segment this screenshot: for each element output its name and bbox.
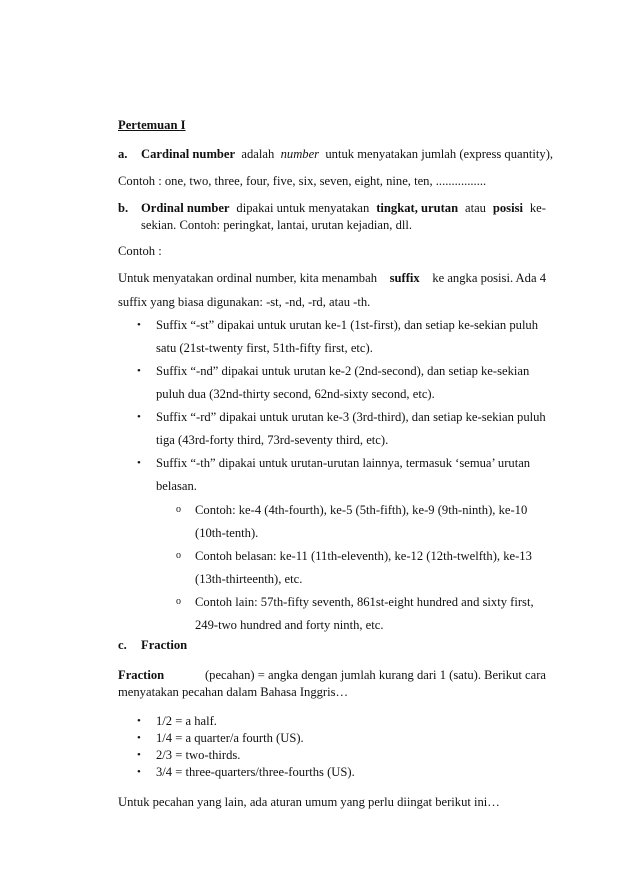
fraction-para-line1 — [118, 667, 546, 683]
fraction-item: 1/4 = a quarter/a fourth (US). — [156, 731, 304, 745]
circle-bullet-icon: o — [176, 504, 181, 515]
bullet-icon: • — [137, 766, 141, 778]
section-a-t1: adalah — [241, 147, 275, 161]
section-b-t3: ke- — [529, 201, 546, 215]
section-a-example: Contoh : one, two, three, four, five, six, seven, eight, nine, ten, ................ — [118, 174, 487, 188]
fraction-item: 1/2 = a half. — [156, 714, 217, 728]
cardinal-number-term: Cardinal number — [141, 147, 236, 161]
section-b-line2: sekian. Contoh: peringkat, lantai, urutan kejadian, dll. — [141, 218, 413, 232]
section-b-line1 — [141, 200, 546, 216]
suffix-item-line2: puluh dua (32nd-thirty second, 62nd-sixty second, etc). — [156, 387, 435, 401]
section-b-t2: atau — [465, 201, 486, 215]
fraction-para-line2: menyatakan pecahan dalam Bahasa Inggris… — [118, 685, 349, 699]
section-b-t1: dipakai untuk menyatakan — [236, 201, 370, 215]
bullet-icon: • — [137, 319, 141, 331]
circle-bullet-icon: o — [176, 550, 181, 561]
suffix-item-line1: Suffix “-st” dipakai untuk urutan ke-1 (1st-first), dan setiap ke-sekian puluh — [156, 318, 539, 332]
bullet-icon: • — [137, 749, 141, 761]
section-a-t3: untuk menyatakan jumlah (express quantity), — [325, 147, 554, 161]
bullet-icon: • — [137, 715, 141, 727]
closing-sentence: Untuk pecahan yang lain, ada aturan umum yang perlu diingat berikut ini… — [118, 795, 500, 809]
section-a-t2: number — [280, 147, 320, 161]
sub-item-line1: Contoh lain: 57th-fifty seventh, 861st-eight hundred and sixty first, — [195, 595, 534, 609]
fraction-term: Fraction — [118, 668, 165, 682]
fraction-item: 3/4 = three-quarters/three-fourths (US). — [156, 765, 355, 779]
suffix-item-line1: Suffix “-nd” dipakai untuk urutan ke-2 (2nd-second), dan setiap ke-sekian — [156, 364, 530, 378]
circle-bullet-icon: o — [176, 596, 181, 607]
sub-item-line1: Contoh: ke-4 (4th-fourth), ke-5 (5th-fifth), ke-9 (9th-ninth), ke-10 — [195, 503, 528, 517]
fraction-item: 2/3 = two-thirds. — [156, 748, 241, 762]
bullet-icon: • — [137, 457, 141, 469]
suffix-item-line1: Suffix “-th” dipakai untuk urutan-urutan lainnya, termasuk ‘semua’ urutan — [156, 456, 531, 470]
intro-l1b: ke angka posisi. Ada 4 — [432, 271, 546, 285]
suffix-term: suffix — [389, 271, 420, 285]
bullet-icon: • — [137, 365, 141, 377]
section-b-k2: posisi — [492, 201, 523, 215]
ordinal-number-term: Ordinal number — [141, 201, 230, 215]
intro-line1 — [118, 270, 546, 286]
section-c-label: c. — [118, 638, 127, 652]
sub-item-line1: Contoh belasan: ke-11 (11th-eleventh), ke-12 (12th-twelfth), ke-13 — [195, 549, 532, 563]
page-heading: Pertemuan I — [118, 118, 186, 132]
sub-item-line2: (13th-thirteenth), etc. — [195, 572, 303, 586]
suffix-item-line2: satu (21st-twenty first, 51th-fifty first, etc). — [156, 341, 373, 355]
intro-l1a: Untuk menyatakan ordinal number, kita menambah — [118, 271, 377, 285]
section-b-label: b. — [118, 201, 129, 215]
contoh-label: Contoh : — [118, 244, 162, 258]
suffix-item-line2: belasan. — [156, 479, 197, 493]
sub-item-line2: (10th-tenth). — [195, 526, 259, 540]
bullet-icon: • — [137, 732, 141, 744]
bullet-icon: • — [137, 411, 141, 423]
fraction-p1: (pecahan) = angka dengan jumlah kurang dari 1 (satu). Berikut cara — [204, 668, 546, 682]
suffix-item-line1: Suffix “-rd” dipakai untuk urutan ke-3 (3rd-third), dan setiap ke-sekian puluh — [156, 410, 546, 424]
intro-line2: suffix yang biasa digunakan: -st, -nd, -rd, atau -th. — [118, 295, 371, 309]
section-a-label: a. — [118, 147, 128, 161]
suffix-item-line2: tiga (43rd-forty third, 73rd-seventy third, etc). — [156, 433, 389, 447]
sub-item-line2: 249-two hundred and forty ninth, etc. — [195, 618, 384, 632]
section-a-text — [141, 146, 553, 162]
section-b-k1: tingkat, urutan — [376, 201, 459, 215]
section-c-title: Fraction — [141, 638, 188, 652]
